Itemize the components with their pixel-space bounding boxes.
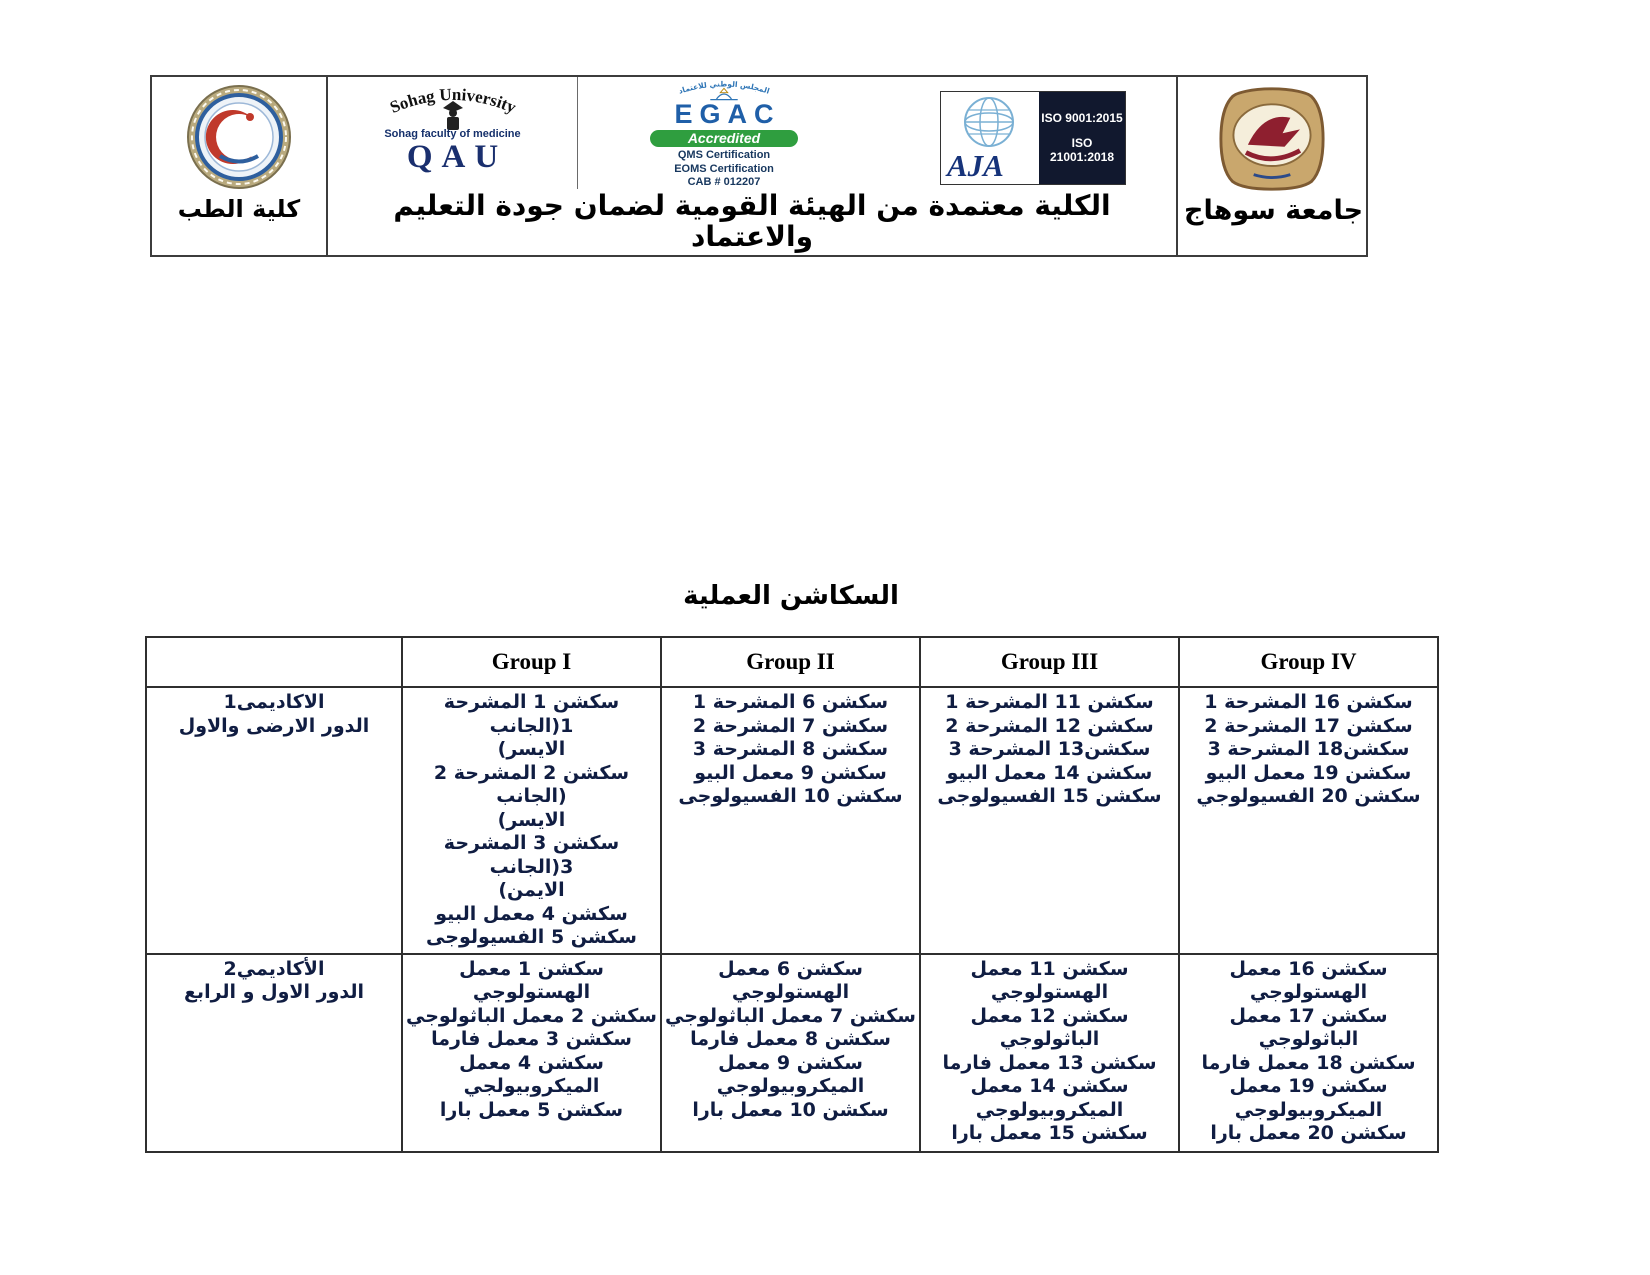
text-line: سكشن 13 معمل فارما — [942, 1051, 1157, 1074]
accreditation-text-line2: والاعتماد — [690, 220, 814, 253]
group-cell — [1179, 687, 1438, 954]
globe-icon — [957, 94, 1021, 150]
text-line: QMS Certification — [677, 149, 771, 162]
text-line: سكشن 2 المشرحة 2 (الجانب — [433, 761, 630, 807]
university-logo-cell — [1178, 77, 1366, 255]
text-line: سكشن 9 معمل البيو — [694, 761, 887, 784]
aja-iso-panel — [1039, 92, 1125, 184]
text-line: سكشن 16 المشرحة 1 — [1204, 691, 1413, 713]
letterhead-table — [150, 75, 1368, 257]
group-cell — [920, 954, 1179, 1152]
text-line: سكشن 2 معمل الباثولوجي — [406, 1004, 657, 1027]
group-cell — [661, 687, 920, 954]
text-line: الايسر) — [497, 738, 566, 760]
text-line: سكشن 20 معمل بارا — [1210, 1122, 1407, 1144]
group-cell — [661, 954, 920, 1152]
qau-logo — [328, 77, 578, 189]
egac-cert-lines — [674, 149, 774, 189]
text-line: الايمن) — [498, 879, 565, 901]
text-line: سكشن 17 المشرحة 2 — [1204, 714, 1413, 737]
text-line: سكشن 16 معمل الهستولوجي — [1229, 957, 1388, 1003]
aja-logo — [940, 91, 1126, 185]
text-line: سكشن 14 معمل — [970, 1075, 1129, 1097]
text-line: سكشن 4 معمل الميكروبيولجي — [459, 1051, 604, 1097]
text-line: الميكروبيولوجي — [1234, 1098, 1383, 1121]
text-line: الأكاديمي2 — [223, 957, 325, 980]
egac-arc-text: المجلس الوطني للاعتماد — [677, 79, 771, 96]
egac-logo — [578, 77, 870, 189]
sections-table-wrap — [145, 636, 1439, 1153]
text-line: سكشن 4 معمل البيو — [435, 902, 628, 925]
text-line: سكشن 12 معمل الباثولوجي — [970, 1004, 1129, 1050]
text-line: سكشن 9 معمل — [718, 1051, 863, 1074]
text-line: سكشن 1 المشرحة 1(الجانب — [443, 691, 620, 737]
text-line: سكشن 5 معمل بارا — [439, 1098, 624, 1121]
svg-text:المجلس الوطني للاعتماد — [677, 79, 770, 95]
egac-accredited-badge: Accredited — [650, 130, 798, 147]
row-label-cell — [146, 687, 402, 954]
sections-table — [145, 636, 1439, 1153]
text-line: سكشن 11 المشرحة 1 — [945, 691, 1154, 713]
university-caption: جامعة سوهاج — [1184, 195, 1364, 226]
group-cell — [402, 687, 661, 954]
text-line: سكشن 7 معمل الباثولوجي — [665, 1004, 916, 1027]
text-line: EOMS Certification — [674, 162, 774, 175]
group-cell — [1179, 954, 1438, 1152]
text-line: سكشن 5 الفسيولوجى — [426, 926, 637, 948]
column-header-group1: Group I — [402, 637, 661, 687]
qau-arc-graphic — [347, 82, 559, 132]
table-header-row — [146, 637, 1438, 687]
text-line: سكشن 6 المشرحة 1 — [692, 691, 889, 713]
graduate-icon — [443, 101, 463, 130]
qau-subtitle: Sohag faculty of medicine — [384, 128, 521, 140]
text-line: سكشن 8 المشرحة 3 — [692, 738, 889, 760]
accreditation-text — [328, 190, 1176, 252]
text-line: ISO 9001:2015 — [1041, 111, 1123, 126]
sohag-university-logo-icon — [1213, 85, 1331, 193]
text-line: سكشن 18 معمل فارما — [1201, 1051, 1416, 1074]
text-line: سكشن 15 الفسيولوجى — [937, 785, 1162, 807]
text-line: سكشن 3 المشرحة 3(الجانب — [443, 832, 620, 878]
column-header-group2: Group II — [661, 637, 920, 687]
text-line: سكشن 19 معمل البيو — [1205, 761, 1412, 784]
mosque-icon — [710, 88, 737, 99]
text-line: سكشن 6 معمل الهستولوجي — [718, 957, 863, 1003]
qau-arc-text: Sohag University — [386, 84, 519, 118]
text-line: الاكاديمى1 — [223, 691, 325, 713]
faculty-logo-cell — [152, 77, 328, 255]
text-line: الايسر) — [497, 808, 566, 831]
text-line: سكشن 3 معمل فارما — [431, 1028, 632, 1050]
text-line: الميكروبيولوجي — [975, 1098, 1124, 1121]
text-line: الدور الارضى والاول — [178, 714, 370, 737]
page-title: السكاشن العملية — [683, 581, 899, 611]
qau-acronym: QAU — [406, 139, 508, 175]
table-row-academy2 — [146, 954, 1438, 1152]
group-cell — [402, 954, 661, 1152]
text-line: سكشن 19 معمل — [1229, 1075, 1388, 1097]
text-line: الميكروبيولوجي — [716, 1075, 865, 1097]
row-label-cell — [146, 954, 402, 1152]
egac-name: EGAC — [674, 99, 781, 130]
text-line: سكشن 15 معمل بارا — [951, 1122, 1148, 1144]
text-line: سكشن 8 معمل فارما — [690, 1028, 891, 1050]
text-line: سكشن 10 الفسيولوجى — [678, 785, 903, 807]
table-row-academy1 — [146, 687, 1438, 954]
logos-row — [328, 77, 1176, 189]
text-line: سكشن13 المشرحة 3 — [948, 738, 1151, 760]
egac-arc-graphic — [598, 79, 850, 101]
text-line: سكشن 10 معمل بارا — [692, 1098, 889, 1121]
faculty-of-medicine-logo-icon — [186, 84, 292, 190]
column-header-group4: Group IV — [1179, 637, 1438, 687]
accreditation-cell — [328, 77, 1178, 255]
corner-header-cell — [146, 637, 402, 687]
text-line: سكشن 11 معمل الهستولوجي — [970, 957, 1129, 1003]
accreditation-text-line1: الكلية معتمدة من الهيئة القومية لضمان جودة التعليم — [393, 189, 1111, 222]
column-header-group3: Group III — [920, 637, 1179, 687]
text-line: سكشن 14 معمل البيو — [946, 761, 1153, 784]
text-line: سكشن 17 معمل الباثولوجي — [1229, 1004, 1388, 1050]
text-line: سكشن 7 المشرحة 2 — [692, 714, 889, 737]
text-line: سكشن 1 معمل الهستولوجي — [459, 957, 604, 1003]
text-line: سكشن18 المشرحة 3 — [1207, 738, 1410, 760]
aja-mark — [941, 92, 1039, 184]
text-line: CAB # 012207 — [687, 175, 761, 188]
text-line: سكشن 20 الفسيولوجي — [1196, 785, 1421, 807]
text-line: ISO 21001:2018 — [1049, 136, 1115, 164]
aja-name: AJA — [947, 148, 1004, 183]
group-cell — [920, 687, 1179, 954]
faculty-caption: كلية الطب — [177, 195, 301, 223]
text-line: الدور الاول و الرابع — [183, 981, 365, 1003]
text-line: سكشن 12 المشرحة 2 — [945, 714, 1154, 737]
